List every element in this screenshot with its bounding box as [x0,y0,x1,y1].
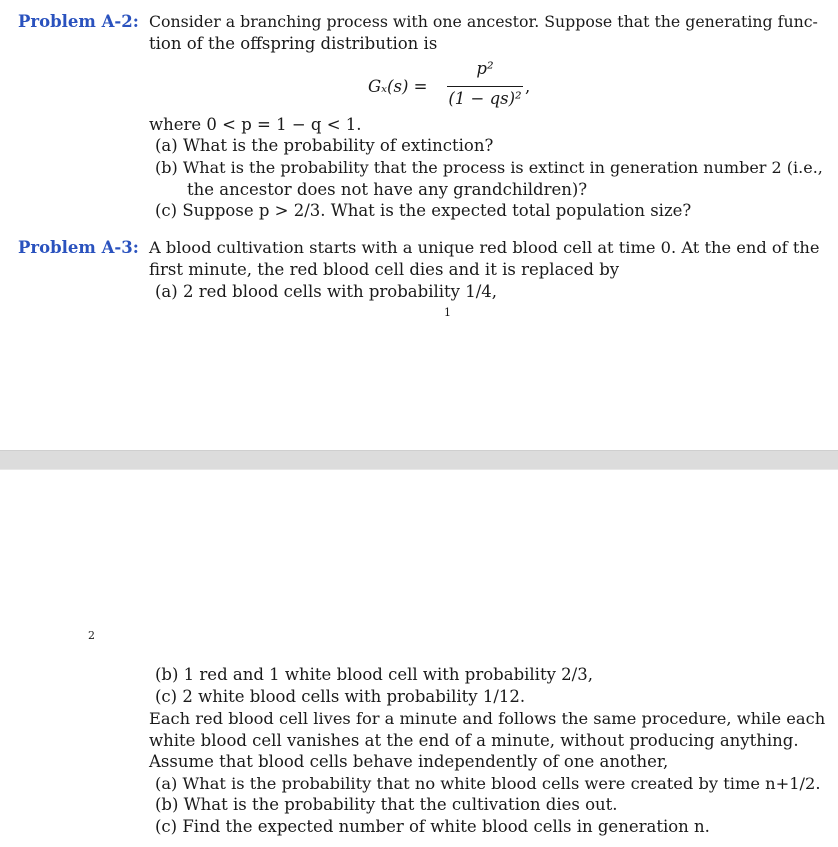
page-number-1: 1 [444,306,451,319]
page-2 [0,470,838,847]
problem-a2-where: where 0 < p = 1 − q < 1. [149,115,362,134]
problem-a2-item-b: (b) What is the probability that the process is extinct in generation number 2 (i.e., [155,158,823,177]
page-separator [0,450,838,470]
problem-a3-heading: Problem A-3: [18,238,139,257]
problem-a2-item-a: (a) What is the probability of extinction? [155,136,494,155]
problem-a2-intro-line1: Consider a branching process with one ancestor. Suppose that the generating func- [149,12,818,31]
problem-a3-question-b: (b) What is the probability that the cultivation dies out. [155,795,618,814]
problem-a3-para-line2: white blood cell vanishes at the end of a minute, without producing anything. [149,731,799,750]
formula-comma: , [525,77,531,96]
problem-a3-intro-line1: A blood cultivation starts with a unique red blood cell at time 0. At the end of the [149,238,820,257]
formula-numerator: p² [476,59,494,78]
problem-a3-intro-line2: first minute, the red blood cell dies and it is replaced by [149,260,620,279]
problem-a3-question-a: (a) What is the probability that no white blood cells were created by time n+1/2. [155,774,821,793]
problem-a3-item-a: (a) 2 red blood cells with probability 1/4, [155,282,498,301]
problem-a2-item-b-cont: the ancestor does not have any grandchildren)? [187,180,588,199]
problem-a2-heading: Problem A-2: [18,12,139,31]
problem-a3-para-line3: Assume that blood cells behave independently of one another, [149,752,669,771]
problem-a3-item-c: (c) 2 white blood cells with probability 1/12. [155,687,526,706]
formula-denominator: (1 − qs)² [448,89,522,108]
fraction-bar [447,86,523,87]
page-number-2: 2 [88,629,95,642]
problem-a2-intro-line2: tion of the offspring distribution is [149,34,438,53]
problem-a2-item-c: (c) Suppose p > 2/3. What is the expected total population size? [155,201,692,220]
problem-a3-item-b: (b) 1 red and 1 white blood cell with probability 2/3, [155,665,593,684]
problem-a3-para-line1: Each red blood cell lives for a minute and follows the same procedure, while each [149,709,826,728]
formula-lhs: Gₓ(s) = [368,77,428,96]
problem-a3-question-c: (c) Find the expected number of white blood cells in generation n. [155,817,710,836]
